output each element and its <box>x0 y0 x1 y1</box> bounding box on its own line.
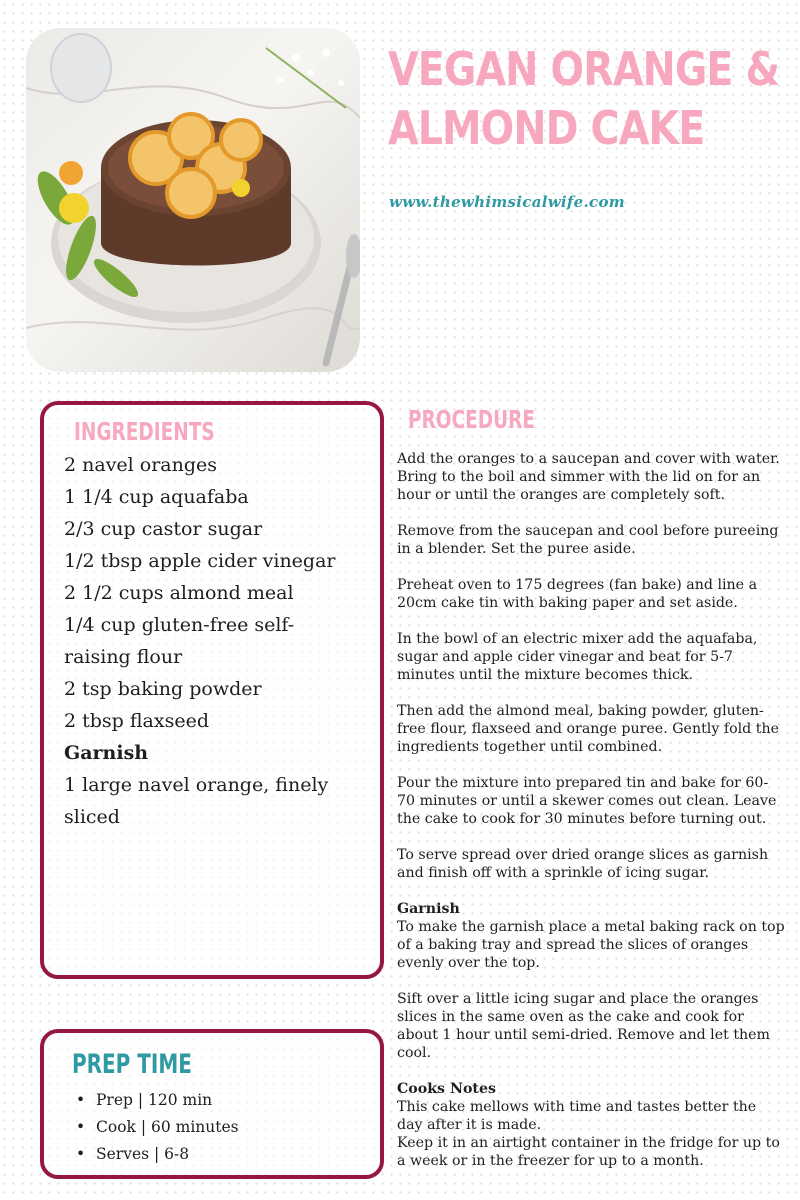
prep-time-item: • Serves | 6-8 <box>76 1141 239 1168</box>
procedure-step: Add the oranges to a saucepan and cover with water. Bring to the boil and simmer with the lid on for an hour or until the oranges are completely soft. <box>397 451 780 503</box>
ingredient-item: 2 tsp baking powder <box>64 678 262 700</box>
procedure-text <box>397 450 785 1188</box>
website-link[interactable]: www.thewhimsicalwife.com <box>389 193 625 211</box>
ingredient-item: 2 tbsp flaxseed <box>64 710 209 732</box>
ingredient-item: 2 navel oranges <box>64 454 218 476</box>
recipe-title-line-2: ALMOND CAKE <box>388 101 705 155</box>
prep-time-list <box>76 1087 239 1168</box>
procedure-step: In the bowl of an electric mixer add the aquafaba, sugar and apple cider vinegar and beat for 5-7 minutes until the mixture becomes thick. <box>397 631 758 683</box>
garnish-heading: Garnish <box>397 901 460 917</box>
ingredients-heading: INGREDIENTS <box>74 417 215 446</box>
cake-illustration <box>26 28 360 372</box>
ingredients-list <box>64 449 364 833</box>
ingredient-item: raising flour <box>64 646 183 668</box>
cake-photo <box>26 28 360 372</box>
cooks-notes-heading: Cooks Notes <box>397 1081 496 1097</box>
cooks-note: Keep it in an airtight container in the fridge for up to a week or in the freezer for up to a month. <box>397 1135 780 1169</box>
ingredient-item: sliced <box>64 806 120 828</box>
recipe-title-line-1: VEGAN ORANGE & <box>388 42 780 96</box>
prep-time-item: • Prep | 120 min <box>76 1087 239 1114</box>
prep-time-box <box>40 1029 384 1179</box>
procedure-step: Pour the mixture into prepared tin and bake for 60-70 minutes or until a skewer comes out clean. Leave the cake to cook for 30 minutes before turning out. <box>397 775 777 827</box>
procedure-step: To serve spread over dried orange slices as garnish and finish off with a sprinkle of icing sugar. <box>397 847 769 881</box>
ingredient-item: 1/2 tbsp apple cider vinegar <box>64 550 336 572</box>
cooks-notes-section <box>397 1080 785 1170</box>
garnish-section <box>397 900 785 972</box>
cooks-note: This cake mellows with time and tastes better the day after it is made. <box>397 1099 757 1133</box>
recipe-title <box>388 40 780 158</box>
ingredient-item: 1 1/4 cup aquafaba <box>64 486 249 508</box>
garnish-subheading: Garnish <box>64 742 149 764</box>
garnish-step: To make the garnish place a metal baking rack on top of a baking tray and spread the slices of oranges evenly over the top. <box>397 919 785 971</box>
garnish-step: Sift over a little icing sugar and place the oranges slices in the same oven as the cake and cook for about 1 hour until semi-dried. Remove and let them cool. <box>397 991 771 1061</box>
ingredient-item: 2/3 cup castor sugar <box>64 518 263 540</box>
prep-time-item: • Cook | 60 minutes <box>76 1114 239 1141</box>
prep-time-heading: PREP TIME <box>72 1049 192 1080</box>
ingredient-item: 1 large navel orange, finely <box>64 774 329 796</box>
ingredient-item: 2 1/2 cups almond meal <box>64 582 294 604</box>
procedure-heading: PROCEDURE <box>408 405 536 434</box>
ingredients-box <box>40 401 384 979</box>
ingredient-item: 1/4 cup gluten-free self- <box>64 614 295 636</box>
procedure-step: Preheat oven to 175 degrees (fan bake) and line a 20cm cake tin with baking paper and set aside. <box>397 577 758 611</box>
procedure-step: Remove from the saucepan and cool before pureeing in a blender. Set the puree aside. <box>397 523 779 557</box>
procedure-step: Then add the almond meal, baking powder, gluten-free flour, flaxseed and orange puree. Gently fold the ingredients together until combined. <box>397 703 780 755</box>
